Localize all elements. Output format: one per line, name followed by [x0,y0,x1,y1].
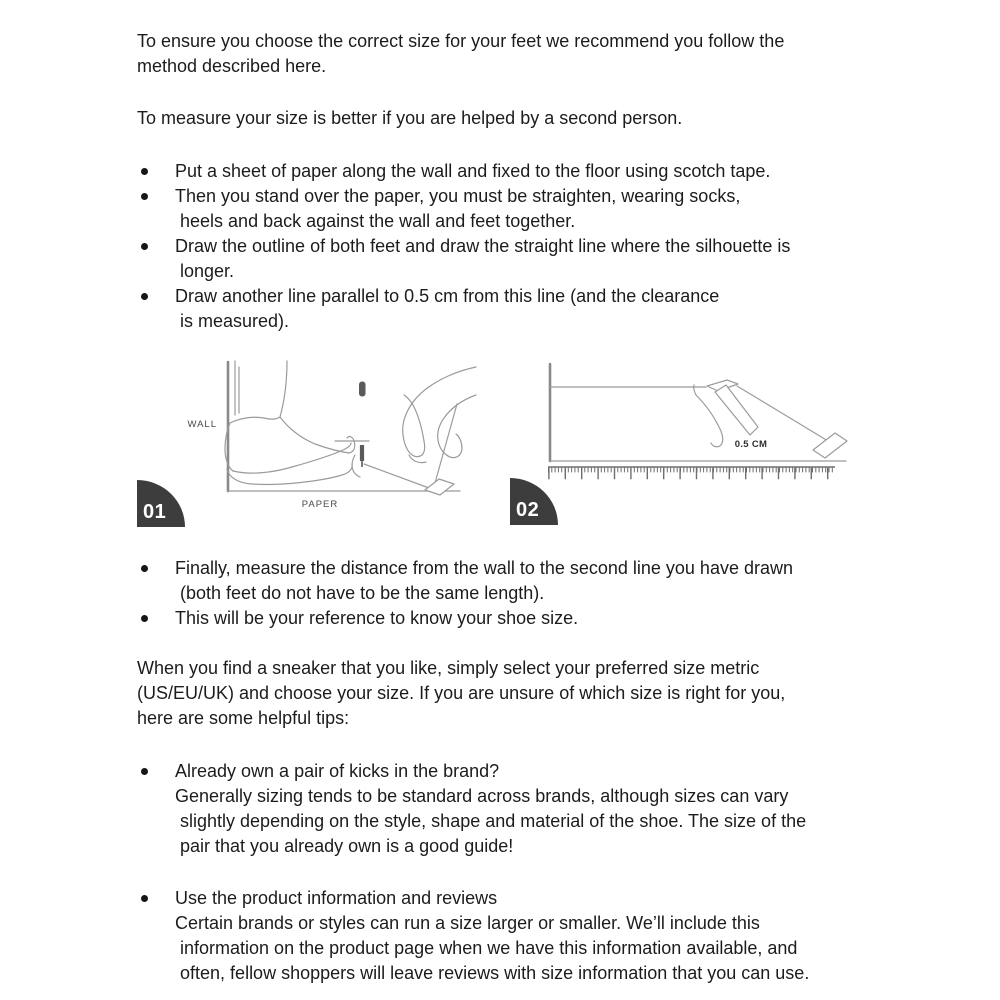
intro-line: method described here. [137,56,327,76]
tips-list [137,759,870,986]
step-line: heels and back against the wall and feet together. [175,211,576,231]
list-item [137,184,870,234]
list-item [137,159,870,184]
tips-intro-paragraph [137,656,870,731]
step-line: longer. [175,261,235,281]
tip-line: pair that you already own is a good guide! [175,836,514,856]
figure-paper-with-ruler [510,357,890,525]
result-line: (both feet do not have to be the same length). [175,583,545,603]
measuring-steps-list [137,159,870,334]
paper-label: PAPER [301,499,339,509]
list-item [137,284,870,334]
toe-mark-curve [352,455,360,477]
clearance-label: 0.5 CM [734,439,768,450]
hand-holding-pencil [694,380,758,447]
intro-line: To ensure you choose the correct size for your feet we recommend you follow the [137,31,785,51]
tip-line: Generally sizing tends to be standard across brands, although sizes can vary [175,786,789,806]
tip-title: Already own a pair of kicks in the brand? [175,761,500,781]
foot-outline [225,361,369,484]
tips-intro-line: When you find a sneaker that you like, simply select your preferred size metric [137,658,760,678]
list-item [137,606,870,631]
list-item [137,556,870,606]
step-line: Draw another line parallel to 0.5 cm from this line (and the clearance [175,286,720,306]
step-line: is measured). [175,311,290,331]
badge-number: 02 [516,499,540,521]
tip-line: Certain brands or styles can run a size larger or smaller. We’ll include this [175,913,760,933]
step-line: Put a sheet of paper along the wall and fixed to the floor using scotch tape. [175,161,771,181]
tape-corner [813,433,847,458]
wall-label: WALL [187,419,217,430]
tip-line: often, fellow shoppers will leave reviews with size information that you can use. [175,963,810,983]
paper-corner [364,404,457,495]
figure-foot-against-wall [137,357,477,509]
step-line: Draw the outline of both feet and draw the straight line where the silhouette is [175,236,791,256]
list-item [137,886,870,986]
results-list [137,556,870,631]
second-person-paragraph: To measure your size is better if you are helped by a second person. [137,108,683,128]
tips-intro-line: here are some helpful tips: [137,708,350,728]
figures-row [137,357,870,527]
hand-holding-pencil [403,367,476,463]
badge-number: 01 [143,501,167,523]
ruler-icon [548,467,835,474]
intro-paragraph [137,29,870,79]
tips-intro-line: (US/EU/UK) and choose your size. If you are unsure of which size is right for you, [137,683,786,703]
list-item [137,234,870,284]
tip-title: Use the product information and reviews [175,888,498,908]
tip-line: slightly depending on the style, shape and material of the shoe. The size of the [175,811,807,831]
list-item [137,759,870,859]
result-line: Finally, measure the distance from the wall to the second line you have drawn [175,558,793,578]
tip-line: information on the product page when we have this information available, and [175,938,798,958]
step-line: Then you stand over the paper, you must be straighten, wearing socks, [175,186,741,206]
result-line: This will be your reference to know your shoe size. [175,608,579,628]
pencil-icon [360,382,366,467]
pencil-icon [715,385,758,435]
